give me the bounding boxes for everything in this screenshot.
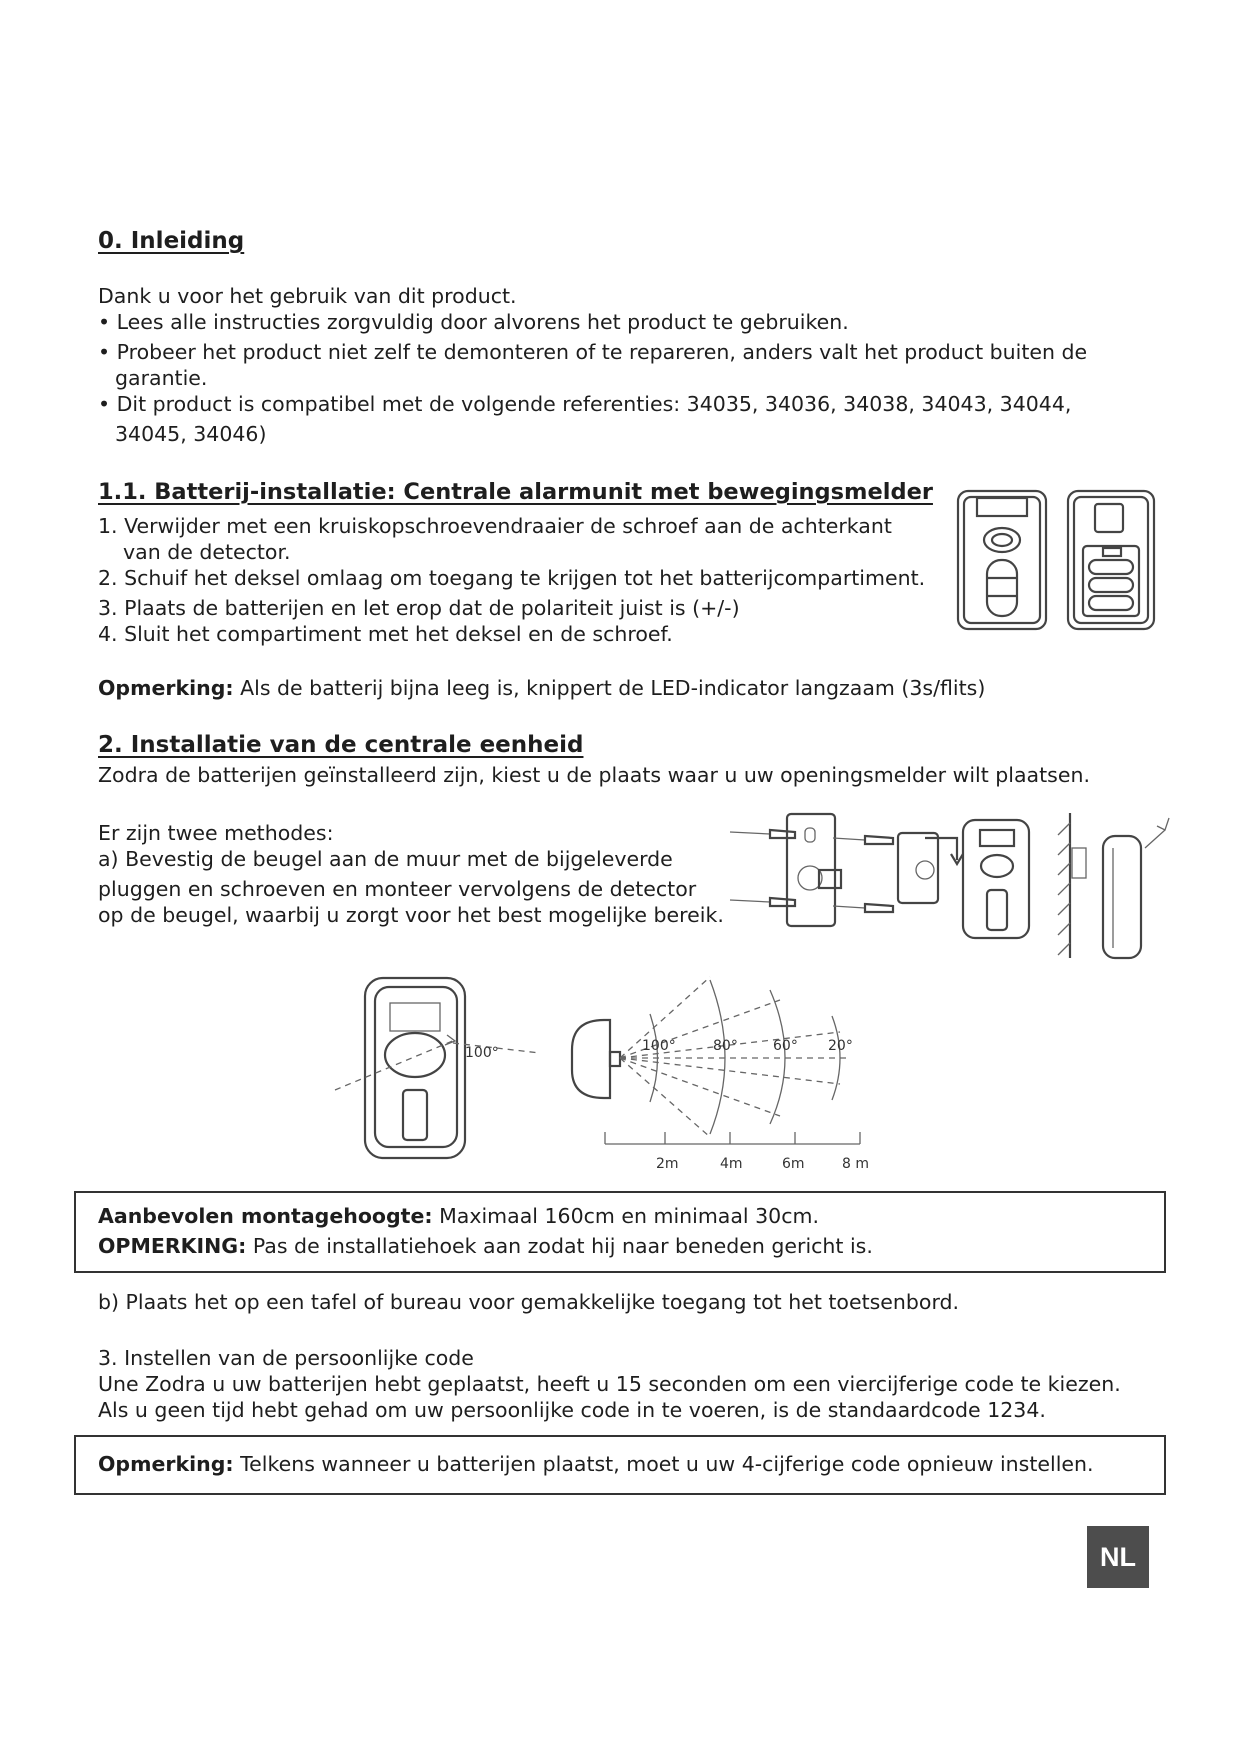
methods-line-3: pluggen en schroeven en monteer vervolgens de detector [98, 877, 697, 901]
intro-line-5: • Dit product is compatibel met de volgende referenties: 34035, 34036, 34038, 34043, 34044, [98, 392, 1072, 416]
battery-step-1: 1. Verwijder met een kruiskopschroevendraaier de schroef aan de achterkant [98, 514, 892, 538]
code-note-line [98, 1451, 1094, 1477]
method-b-line: b) Plaats het op een tafel of bureau voor gemakkelijke toegang tot het toetsenbord. [98, 1290, 960, 1314]
distance-label-8m: 8 m [842, 1156, 869, 1172]
heading-central-unit-installation: 2. Installatie van de centrale eenheid [98, 732, 584, 758]
methods-line-1: Er zijn twee methodes: [98, 821, 334, 845]
personal-code-heading: 3. Instellen van de persoonlijke code [98, 1346, 474, 1370]
battery-step-2: 2. Schuif het deksel omlaag om toegang te krijgen tot het batterijcompartiment. [98, 566, 926, 590]
battery-step-1-cont: van de detector. [123, 540, 291, 564]
mounting-height-label: Aanbevolen montagehoogte: [98, 1204, 433, 1228]
mounting-height-line [98, 1203, 819, 1229]
intro-line-6: 34045, 34046) [115, 422, 267, 446]
heading-introduction: 0. Inleiding [98, 228, 245, 254]
mounting-height-text: Maximaal 160cm en minimaal 30cm. [432, 1204, 819, 1228]
battery-note [98, 675, 985, 701]
installation-angle-label: OPMERKING: [98, 1234, 247, 1258]
code-note-label: Opmerking: [98, 1452, 234, 1476]
central-unit-intro: Zodra de batterijen geïnstalleerd zijn, kiest u de plaats waar u uw openingsmelder wilt plaatsen. [98, 763, 1090, 787]
installation-angle-line [98, 1233, 873, 1259]
methods-line-4: op de beugel, waarbij u zorgt voor het best mogelijke bereik. [98, 903, 724, 927]
distance-label-4m: 4m [720, 1156, 743, 1172]
angle-label-80: 80° [713, 1038, 738, 1054]
angle-label-20: 20° [828, 1038, 853, 1054]
methods-line-2: a) Bevestig de beugel aan de muur met de bijgeleverde [98, 847, 673, 871]
battery-step-4: 4. Sluit het compartiment met het deksel en de schroef. [98, 622, 673, 646]
wall-mount-illustration [725, 808, 1195, 968]
battery-step-3: 3. Plaats de batterijen en let erop dat de polariteit juist is (+/-) [98, 596, 740, 620]
distance-label-2m: 2m [656, 1156, 679, 1172]
intro-line-4: garantie. [115, 366, 208, 390]
personal-code-line-2: Als u geen tijd hebt gehad om uw persoonlijke code in te voeren, is de standaardcode 1234. [98, 1398, 1046, 1422]
side-angle-label: 100° [465, 1045, 499, 1061]
distance-label-6m: 6m [782, 1156, 805, 1172]
intro-line-1: Dank u voor het gebruik van dit product. [98, 284, 517, 308]
angle-label-60: 60° [773, 1038, 798, 1054]
intro-line-2: • Lees alle instructies zorgvuldig door alvorens het product te gebruiken. [98, 310, 849, 334]
detector-side-view-diagram [335, 975, 565, 1165]
battery-device-illustration [955, 488, 1195, 633]
angle-label-100: 100° [642, 1038, 676, 1054]
installation-angle-text: Pas de installatiehoek aan zodat hij naar beneden gericht is. [246, 1234, 873, 1258]
intro-line-3: • Probeer het product niet zelf te demonteren of te repareren, anders valt het product buiten de [98, 340, 1088, 364]
personal-code-line-1: Une Zodra u uw batterijen hebt geplaatst, heeft u 15 seconden om een viercijferige code te kiezen. [98, 1372, 1121, 1396]
language-badge: NL [1087, 1526, 1149, 1588]
battery-note-label: Opmerking: [98, 676, 234, 700]
coverage-range-diagram [570, 972, 880, 1177]
code-note-text: Telkens wanneer u batterijen plaatst, moet u uw 4-cijferige code opnieuw instellen. [233, 1452, 1094, 1476]
heading-battery-installation: 1.1. Batterij-installatie: Centrale alarmunit met bewegingsmelder [98, 479, 933, 505]
battery-note-text: Als de batterij bijna leeg is, knippert de LED-indicator langzaam (3s/flits) [233, 676, 986, 700]
